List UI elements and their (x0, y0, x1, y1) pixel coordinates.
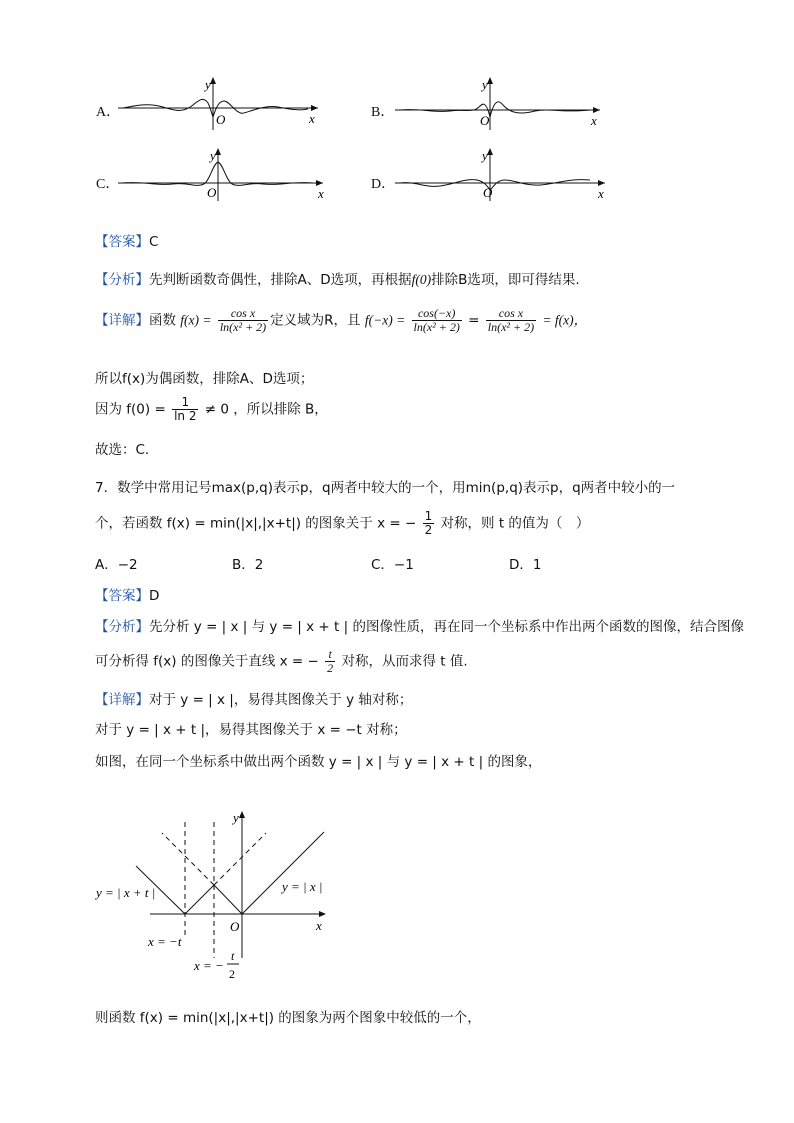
option-a-x: x (309, 111, 315, 126)
option-d-origin: O (483, 185, 493, 200)
q7-detail-1: 对于 y = | x |，易得其图像关于 y 轴对称； (149, 692, 413, 708)
q6-line2: 所以f(x)为偶函数，排除A、D选项； (95, 371, 314, 387)
q7-analysis-1: 先分析 y = | x | 与 y = | x + t | 的图像性质，再在同一个坐标系中作出两个函数的图像，结合图像 (149, 619, 744, 635)
q7-detail-tag: 【详解】 (95, 692, 149, 708)
q6-detail-fnegx: f(−x) = (364, 312, 406, 328)
option-b-origin: O (480, 113, 490, 128)
fig-label-left: y = | x + t | (96, 885, 156, 900)
fig-label-neg-t: x = −t (148, 934, 182, 949)
option-a-y: y (205, 77, 211, 92)
q6-detail-tag: 【详解】 (95, 312, 149, 329)
q6-analysis-line (95, 268, 580, 288)
option-a-graph (118, 75, 328, 133)
fig-half-den: 2 (229, 967, 235, 981)
q7-analysis-tag: 【分析】 (95, 619, 149, 635)
q6-line3 (95, 396, 328, 423)
q6-frac1: $\frac{\text{cos x}}{\text{ln(x² + 2)}}$ (219, 306, 267, 334)
option-a-origin: O (216, 112, 226, 127)
q6-detail-line (95, 307, 587, 334)
q6-detail-eq: = (468, 312, 480, 329)
q7-stem-1: 7．数学中常用记号max(p,q)表示p，q两者中较大的一个，用min(p,q)表示p，q两者中较小的一 (95, 480, 676, 496)
q6-analysis-text-1: 先判断函数奇偶性，排除A、D选项，再根据 (149, 272, 412, 288)
option-a-label: A． (96, 105, 121, 120)
q6-analysis-tag: 【分析】 (95, 272, 149, 288)
q6-detail-pre: 函数 (149, 312, 176, 329)
option-b-y: y (482, 77, 488, 92)
option-d-label: D． (371, 177, 396, 192)
q7-detail-2: 对于 y = | x + t |，易得其图像关于 x = −t 对称； (95, 722, 407, 738)
q7-answer: D (149, 588, 160, 604)
q7-detail-3: 如图，在同一个坐标系中做出两个函数 y = | x | 与 y = | x + t | 的图象， (95, 754, 542, 770)
option-d-y: y (482, 148, 488, 163)
q7-answer-line (95, 584, 159, 604)
option-c-label: C． (96, 177, 120, 192)
q7-answer-tag: 【答案】 (95, 588, 149, 604)
q7-stem-frac: $\frac{1}{2}$ (424, 509, 433, 537)
q6-line4: 故选：C. (95, 442, 150, 458)
q7-stem-2 (95, 510, 589, 537)
q7-stem-2-post: 对称，则 t 的值为（ ） (440, 515, 590, 532)
fig-x-label: x (316, 918, 322, 933)
q7-analysis-2 (95, 648, 468, 675)
fig-label-half: x = − (194, 958, 224, 973)
q6-frac3: $\frac{\text{cos x}}{\text{ln(x² + 2)}}$ (487, 306, 535, 334)
q6-line3-pre: 因为 f(0) = (95, 401, 166, 418)
option-c-x: x (318, 186, 324, 201)
q6-answer: C (149, 234, 159, 250)
q6-answer-line (95, 230, 158, 250)
q7-analysis-line (95, 615, 744, 635)
q7-figure (90, 808, 350, 988)
q7-option-a: A．−2 (95, 557, 138, 573)
q7-detail-line (95, 688, 412, 708)
option-b-label: B． (371, 105, 395, 120)
q7-analysis-2-post: 对称，从而求得 t 值. (341, 653, 468, 670)
q6-frac2: $\frac{\cos(-x)}{\text{ln(x² + 2)}}$ (413, 306, 460, 334)
q7-last-line: 则函数 f(x) = min(|x|,|x+t|) 的图象为两个图象中较低的一个， (95, 1010, 481, 1026)
q6-detail-end: = f(x)， (542, 312, 588, 328)
q6-line3-frac: $\frac{1}{\ln 2}$ (174, 395, 197, 423)
fig-origin: O (230, 919, 240, 934)
q6-detail-fx: f(x) = (180, 312, 212, 328)
fig-y-label: y (233, 810, 239, 825)
q7-stem-2-pre: 个，若函数 f(x) = min(|x|,|x+t|) 的图象关于 x = − (95, 515, 417, 532)
option-b-graph (395, 75, 605, 133)
q6-analysis-expr: f(0) (411, 272, 432, 287)
q7-analysis-2-pre: 可分析得 f(x) 的图像关于直线 x = − (95, 653, 319, 670)
option-c-graph (118, 146, 333, 204)
q7-analysis-frac: $\frac{t}{2}$ (327, 647, 334, 675)
option-c-origin: O (207, 185, 217, 200)
q6-answer-tag: 【答案】 (95, 234, 149, 250)
q7-option-d: D．1 (509, 557, 542, 573)
option-d-x: x (598, 186, 604, 201)
fig-label-right: y = | x | (282, 879, 323, 894)
q6-analysis-text-2: 排除B选项，即可得结果. (431, 272, 580, 288)
q7-option-c: C．−1 (371, 557, 414, 573)
fig-half-num: t (231, 949, 235, 963)
q7-option-b: B．2 (232, 557, 264, 573)
option-b-x: x (591, 113, 597, 128)
option-c-y: y (210, 148, 216, 163)
q6-detail-mid: 定义域为R，且 (270, 312, 361, 329)
q6-line3-post: ≠ 0 ，所以排除 B， (204, 401, 328, 418)
option-d-graph (395, 146, 610, 204)
